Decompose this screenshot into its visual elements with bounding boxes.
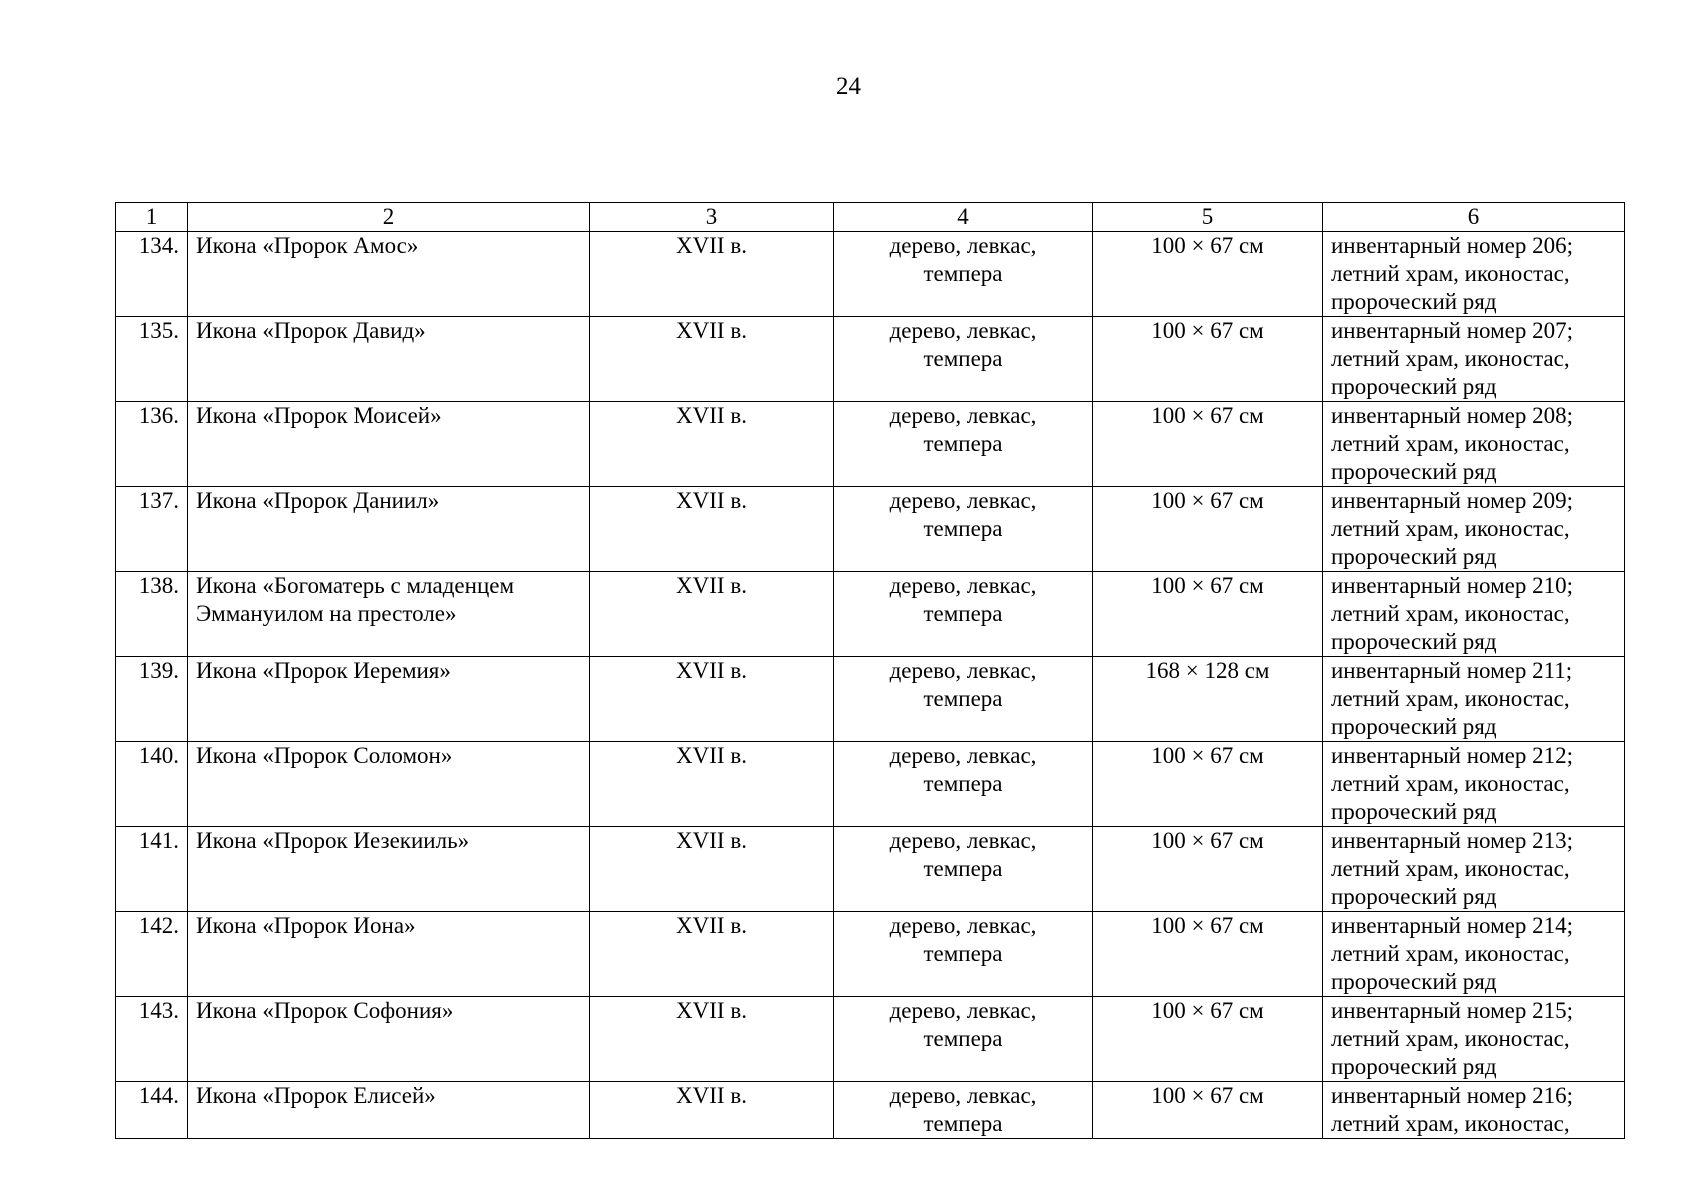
note-cell xyxy=(1323,1082,1625,1139)
material-line: темпера xyxy=(923,431,1003,456)
dating-cell: XVII в. xyxy=(590,487,834,572)
material-cell xyxy=(834,232,1093,317)
size-cell: 100 × 67 см xyxy=(1093,997,1323,1082)
material-cell xyxy=(834,997,1093,1082)
note-line: инвентарный номер 206; xyxy=(1331,233,1573,258)
material-line: дерево, левкас, xyxy=(889,828,1037,853)
note-line: инвентарный номер 214; xyxy=(1331,913,1573,938)
dating-cell: XVII в. xyxy=(590,1082,834,1139)
note-cell xyxy=(1323,572,1625,657)
material-cell xyxy=(834,402,1093,487)
icon-name-cell: Икона «Пророк Давид» xyxy=(188,317,590,402)
row-number-cell: 136. xyxy=(116,402,188,487)
note-cell xyxy=(1323,997,1625,1082)
table-row xyxy=(116,232,1625,317)
note-line: пророческий ряд xyxy=(1331,289,1497,314)
column-header: 1 xyxy=(116,203,188,232)
dating-cell: XVII в. xyxy=(590,317,834,402)
row-number-cell: 144. xyxy=(116,1082,188,1139)
material-line: дерево, левкас, xyxy=(889,403,1037,428)
size-cell: 168 × 128 см xyxy=(1093,657,1323,742)
material-cell xyxy=(834,317,1093,402)
material-line: дерево, левкас, xyxy=(889,573,1037,598)
note-line: инвентарный номер 212; xyxy=(1331,743,1573,768)
note-line: инвентарный номер 210; xyxy=(1331,573,1573,598)
note-line: пророческий ряд xyxy=(1331,629,1497,654)
note-line: летний храм, иконостас, xyxy=(1331,261,1570,286)
column-header: 3 xyxy=(590,203,834,232)
size-cell: 100 × 67 см xyxy=(1093,827,1323,912)
dating-cell: XVII в. xyxy=(590,572,834,657)
size-cell: 100 × 67 см xyxy=(1093,1082,1323,1139)
icon-register-table xyxy=(115,202,1625,1139)
note-line: летний храм, иконостас, xyxy=(1331,601,1570,626)
material-line: темпера xyxy=(923,601,1003,626)
material-line: темпера xyxy=(923,686,1003,711)
size-cell: 100 × 67 см xyxy=(1093,742,1323,827)
note-cell xyxy=(1323,232,1625,317)
row-number-cell: 143. xyxy=(116,997,188,1082)
note-line: летний храм, иконостас, xyxy=(1331,346,1570,371)
note-line: пророческий ряд xyxy=(1331,714,1497,739)
icon-name-cell: Икона «Пророк Софония» xyxy=(188,997,590,1082)
material-line: дерево, левкас, xyxy=(889,913,1037,938)
dating-cell: XVII в. xyxy=(590,232,834,317)
dating-cell: XVII в. xyxy=(590,912,834,997)
note-cell xyxy=(1323,402,1625,487)
table-header-row xyxy=(116,203,1625,232)
note-line: пророческий ряд xyxy=(1331,799,1497,824)
icon-name-cell: Икона «Пророк Елисей» xyxy=(188,1082,590,1139)
row-number-cell: 139. xyxy=(116,657,188,742)
column-header: 6 xyxy=(1323,203,1625,232)
icon-name-cell: Икона «Пророк Иеремия» xyxy=(188,657,590,742)
dating-cell: XVII в. xyxy=(590,742,834,827)
note-line: пророческий ряд xyxy=(1331,969,1497,994)
table-row xyxy=(116,572,1625,657)
note-line: пророческий ряд xyxy=(1331,884,1497,909)
note-cell xyxy=(1323,742,1625,827)
row-number-cell: 138. xyxy=(116,572,188,657)
material-line: темпера xyxy=(923,1026,1003,1051)
note-line: летний храм, иконостас, xyxy=(1331,431,1570,456)
material-cell xyxy=(834,827,1093,912)
row-number-cell: 135. xyxy=(116,317,188,402)
row-number-cell: 140. xyxy=(116,742,188,827)
dating-cell: XVII в. xyxy=(590,402,834,487)
row-number-cell: 142. xyxy=(116,912,188,997)
note-line: инвентарный номер 209; xyxy=(1331,488,1573,513)
note-line: летний храм, иконостас, xyxy=(1331,516,1570,541)
note-line: инвентарный номер 213; xyxy=(1331,828,1573,853)
material-cell xyxy=(834,487,1093,572)
material-line: дерево, левкас, xyxy=(889,743,1037,768)
icon-name-cell: Икона «Пророк Амос» xyxy=(188,232,590,317)
column-header: 2 xyxy=(188,203,590,232)
material-cell xyxy=(834,912,1093,997)
note-line: летний храм, иконостас, xyxy=(1331,941,1570,966)
material-line: дерево, левкас, xyxy=(889,233,1037,258)
note-cell xyxy=(1323,827,1625,912)
note-line: летний храм, иконостас, xyxy=(1331,1111,1570,1136)
icon-name-cell: Икона «Пророк Соломон» xyxy=(188,742,590,827)
material-line: дерево, левкас, xyxy=(889,658,1037,683)
material-cell xyxy=(834,742,1093,827)
column-header: 5 xyxy=(1093,203,1323,232)
note-line: пророческий ряд xyxy=(1331,1054,1497,1079)
note-cell xyxy=(1323,912,1625,997)
size-cell: 100 × 67 см xyxy=(1093,317,1323,402)
dating-cell: XVII в. xyxy=(590,827,834,912)
note-line: инвентарный номер 216; xyxy=(1331,1083,1573,1108)
note-line: летний храм, иконостас, xyxy=(1331,856,1570,881)
table-body xyxy=(116,232,1625,1139)
material-cell xyxy=(834,572,1093,657)
note-line: инвентарный номер 215; xyxy=(1331,998,1573,1023)
material-line: темпера xyxy=(923,856,1003,881)
icon-name-cell: Икона «Богоматерь с младенцем Эммануилом на престоле» xyxy=(188,572,590,657)
material-cell xyxy=(834,1082,1093,1139)
note-cell xyxy=(1323,317,1625,402)
note-cell xyxy=(1323,487,1625,572)
table-row xyxy=(116,657,1625,742)
table-row xyxy=(116,912,1625,997)
column-header: 4 xyxy=(834,203,1093,232)
size-cell: 100 × 67 см xyxy=(1093,232,1323,317)
note-line: летний храм, иконостас, xyxy=(1331,771,1570,796)
size-cell: 100 × 67 см xyxy=(1093,572,1323,657)
material-line: темпера xyxy=(923,941,1003,966)
note-line: летний храм, иконостас, xyxy=(1331,686,1570,711)
page-number: 24 xyxy=(836,73,861,100)
note-line: летний храм, иконостас, xyxy=(1331,1026,1570,1051)
size-cell: 100 × 67 см xyxy=(1093,487,1323,572)
note-line: инвентарный номер 211; xyxy=(1331,658,1573,683)
row-number-cell: 141. xyxy=(116,827,188,912)
note-line: пророческий ряд xyxy=(1331,459,1497,484)
note-line: инвентарный номер 207; xyxy=(1331,318,1573,343)
material-line: дерево, левкас, xyxy=(889,318,1037,343)
table-row xyxy=(116,1082,1625,1139)
table-row xyxy=(116,742,1625,827)
note-cell xyxy=(1323,657,1625,742)
row-number-cell: 137. xyxy=(116,487,188,572)
note-line: пророческий ряд xyxy=(1331,544,1497,569)
material-line: дерево, левкас, xyxy=(889,998,1037,1023)
note-line: пророческий ряд xyxy=(1331,374,1497,399)
material-line: темпера xyxy=(923,771,1003,796)
icon-name-cell: Икона «Пророк Иона» xyxy=(188,912,590,997)
table-row xyxy=(116,487,1625,572)
icon-name-cell: Икона «Пророк Моисей» xyxy=(188,402,590,487)
table-row xyxy=(116,317,1625,402)
material-line: темпера xyxy=(923,516,1003,541)
material-line: темпера xyxy=(923,1111,1003,1136)
icon-name-cell: Икона «Пророк Иезекииль» xyxy=(188,827,590,912)
row-number-cell: 134. xyxy=(116,232,188,317)
material-line: темпера xyxy=(923,261,1003,286)
table-row xyxy=(116,827,1625,912)
table-row xyxy=(116,997,1625,1082)
size-cell: 100 × 67 см xyxy=(1093,402,1323,487)
note-line: инвентарный номер 208; xyxy=(1331,403,1573,428)
material-line: дерево, левкас, xyxy=(889,1083,1037,1108)
icon-name-cell: Икона «Пророк Даниил» xyxy=(188,487,590,572)
material-cell xyxy=(834,657,1093,742)
dating-cell: XVII в. xyxy=(590,997,834,1082)
material-line: дерево, левкас, xyxy=(889,488,1037,513)
dating-cell: XVII в. xyxy=(590,657,834,742)
material-line: темпера xyxy=(923,346,1003,371)
size-cell: 100 × 67 см xyxy=(1093,912,1323,997)
table-row xyxy=(116,402,1625,487)
